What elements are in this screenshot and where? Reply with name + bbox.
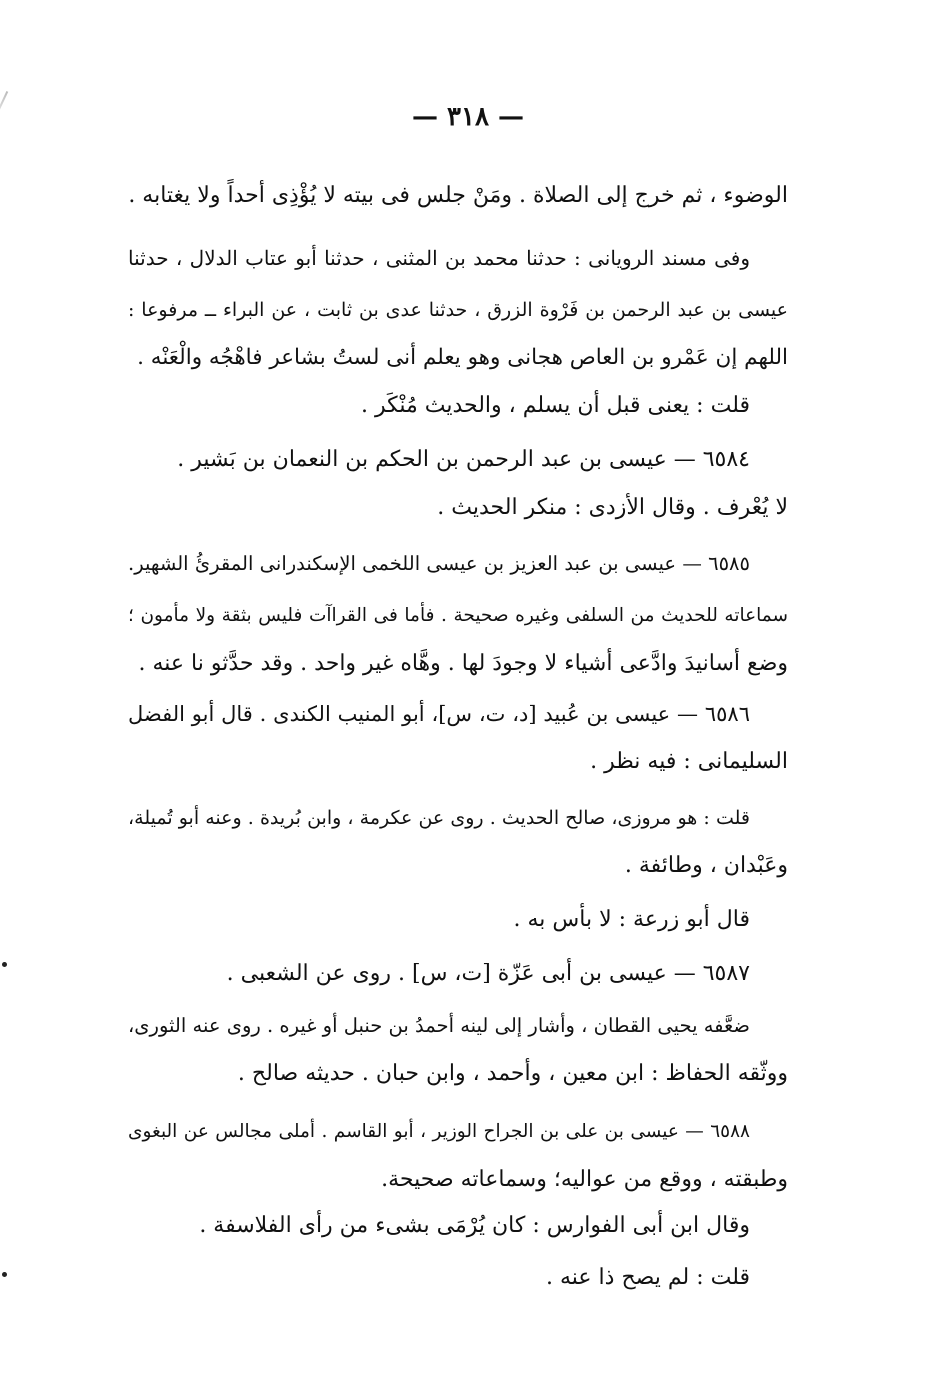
text-line: وقال ابن أبى الفوارس : كان يُرْمَى بشىء من رأى الفلاسفة . xyxy=(199,1213,750,1238)
text-line: قال أبو زرعة : لا بأس به . xyxy=(513,907,750,932)
text-line: قلت : هو مروزى، صالح الحديث . روى عن عكرمة ، وابن بُريدة . وعنه أبو تُميلة، xyxy=(128,807,750,829)
margin-dot xyxy=(2,962,7,967)
entry-heading-6587: ٦٥٨٧ — عيسى بن أبى عَزّة [ت، س] . روى عن الشعبى . xyxy=(226,961,750,986)
entry-heading-6584: ٦٥٨٤ — عيسى بن عبد الرحمن بن الحكم بن النعمان بن بَشير . xyxy=(177,447,750,472)
text-line: وعَبْدان ، وطائفة . xyxy=(624,853,788,878)
text-line: ضعَّفه يحيى القطان ، وأشار إلى لينه أحمدُ بن حنبل أو غيره . روى عنه الثورى، xyxy=(128,1014,750,1037)
text-line: ووثّقه الحفاظ : ابن معين ، وأحمد ، وابن حبان . حديثه صالح . xyxy=(237,1061,788,1086)
margin-dot xyxy=(2,1272,7,1277)
body-text xyxy=(128,0,788,1377)
text-line: قلت : لم يصح ذا عنه . xyxy=(546,1265,750,1290)
page-number: — ٣١٨ — xyxy=(411,102,525,132)
entry-heading-6585: ٦٥٨٥ — عيسى بن عبد العزيز بن عيسى اللخمى الإسكندرانى المقرئُ الشهير. xyxy=(128,552,750,575)
text-line: سماعاته للحديث من السلفى وغيره صحيحة . فأما فى القراآت فليس بثقة ولا مأمون ؛ xyxy=(128,605,788,626)
entry-heading-6588: ٦٥٨٨ — عيسى بن على بن الجراح الوزير ، أبو القاسم . أملى مجالس عن البغوى xyxy=(128,1121,750,1142)
entry-heading-6586: ٦٥٨٦ — عيسى بن عُبيد [د، ت، س]، أبو المنيب الكندى . قال أبو الفضل xyxy=(128,702,750,726)
text-line: وطبقته ، ووقع من عواليه؛ وسماعاته صحيحة. xyxy=(381,1167,788,1192)
text-line: قلت : يعنى قبل أن يسلم ، والحديث مُنْكَر . xyxy=(361,393,750,418)
text-line: عيسى بن عبد الرحمن بن فَرْوة الزرق ، حدثنا عدى بن ثابت ، عن البراء ــ مرفوعا : xyxy=(128,299,788,321)
text-line: السليمانى : فيه نظر . xyxy=(590,749,788,774)
text-line: وضع أسانيدَ وادَّعى أشياء لا وجودَ لها . وهَّاه غير واحد . وقد حدَّثو نا عنه . xyxy=(138,651,788,676)
text-line: اللهم إن عَمْرو بن العاص هجانى وهو يعلم أنى لستُ بشاعر فاهْجُه والْعَنْه . xyxy=(137,345,788,370)
text-line: الوضوء ، ثم خرج إلى الصلاة . ومَنْ جلس فى بيته لا يُؤْذِى أحداً ولا يغتابه . xyxy=(128,183,788,208)
text-line: وفى مسند الرويانى : حدثنا محمد بن المثنى ، حدثنا أبو عتاب الدلال ، حدثنا xyxy=(128,246,750,270)
text-line: لا يُعْرف . وقال الأزدى : منكر الحديث . xyxy=(437,495,788,520)
